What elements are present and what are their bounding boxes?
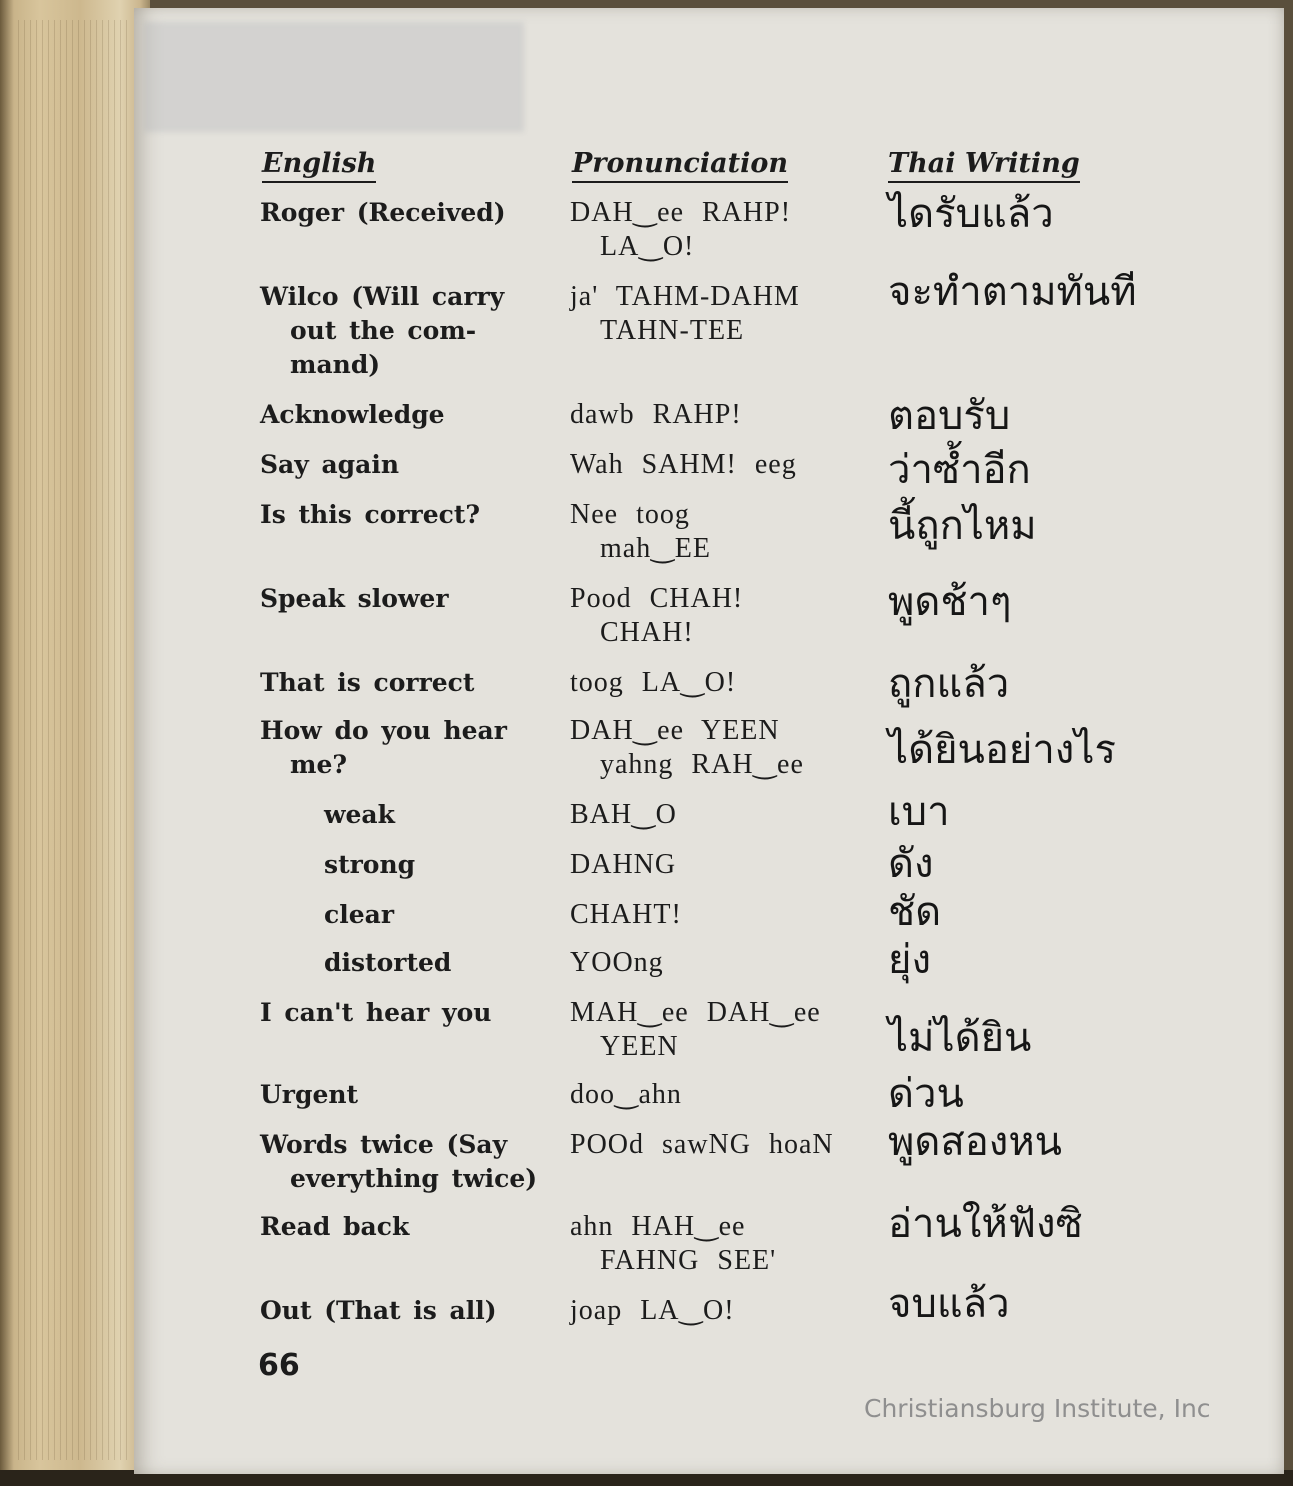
- header-pronunciation: Pronunciation: [572, 148, 788, 183]
- thai-writing: ดัง: [888, 841, 934, 887]
- thai-writing: ได้ยินอย่างไร: [888, 727, 1116, 773]
- pronunciation: DAH‿ee YEEN yahng RAH‿ee: [570, 715, 804, 780]
- thai-writing: นี้ถูกไหม: [888, 503, 1037, 549]
- watermark: Christiansburg Institute, Inc: [864, 1394, 1211, 1423]
- pronunciation: Pood CHAH! CHAH!: [570, 583, 744, 648]
- thai-writing: ชัด: [888, 889, 942, 935]
- pronunciation: CHAHT!: [570, 899, 682, 930]
- english-phrase: That is correct: [260, 668, 475, 697]
- pronunciation: doo‿ahn: [570, 1079, 682, 1110]
- pronunciation: MAH‿ee DAH‿ee YEEN: [570, 997, 821, 1062]
- pronunciation: toog LA‿O!: [570, 667, 737, 698]
- pronunciation: ahn HAH‿ee FAHNG SEE': [570, 1211, 777, 1276]
- thai-writing: ว่าซ้ำอีก: [888, 447, 1031, 493]
- english-phrase: Is this correct?: [260, 500, 481, 529]
- book-page: [134, 8, 1284, 1474]
- header-english: English: [262, 148, 376, 183]
- english-phrase: Wilco (Will carry out the com-mand): [260, 282, 505, 379]
- pronunciation: joap LA‿O!: [570, 1295, 735, 1326]
- english-phrase: distorted: [324, 948, 452, 977]
- pronunciation: POOd sawNG hoaN: [570, 1129, 834, 1160]
- english-phrase: Roger (Received): [260, 198, 506, 227]
- pronunciation: Wah SAHM! eeg: [570, 449, 797, 480]
- english-phrase: Urgent: [260, 1080, 359, 1109]
- pronunciation: DAHNG: [570, 849, 677, 880]
- english-phrase: Out (That is all): [260, 1296, 497, 1325]
- thai-writing: ไม่ได้ยิน: [888, 1015, 1032, 1061]
- english-phrase: How do you hear me?: [260, 716, 507, 779]
- english-phrase: Read back: [260, 1212, 410, 1241]
- thai-writing: จะทำตามทันที: [888, 269, 1137, 315]
- pronunciation: BAH‿O: [570, 799, 677, 830]
- english-phrase: I can't hear you: [260, 998, 492, 1027]
- english-phrase: Words twice (Say everything twice): [260, 1130, 538, 1193]
- pronunciation: dawb RAHP!: [570, 399, 742, 430]
- english-phrase: Acknowledge: [260, 400, 445, 429]
- page-edge-lines: [18, 20, 128, 1460]
- thai-writing: ตอบรับ: [888, 393, 1011, 439]
- thai-writing: ด่วน: [888, 1071, 964, 1117]
- english-phrase: clear: [324, 900, 394, 929]
- thai-writing: พูดช้าๆ: [888, 579, 1012, 625]
- book-page-edges: [0, 0, 150, 1486]
- pronunciation: YOOng: [570, 947, 664, 978]
- thai-writing: อ่านให้ฟังซิ: [888, 1201, 1083, 1247]
- thai-writing: ไดรับแล้ว: [888, 191, 1054, 237]
- thai-writing: พูดสองหน: [888, 1119, 1063, 1165]
- header-thai-writing: Thai Writing: [888, 148, 1080, 183]
- pronunciation: ja' TAHM-DAHM TAHN-TEE: [570, 281, 800, 346]
- pronunciation: Nee toog mah‿EE: [570, 499, 711, 564]
- thai-writing: ยุ่ง: [888, 937, 931, 983]
- bleed-through-shadow: [144, 22, 524, 132]
- pronunciation: DAH‿ee RAHP! LA‿O!: [570, 197, 792, 262]
- thai-writing: จบแล้ว: [888, 1281, 1010, 1327]
- thai-writing: เบา: [888, 789, 950, 835]
- english-phrase: Say again: [260, 450, 400, 479]
- english-phrase: Speak slower: [260, 584, 449, 613]
- page-number: 66: [258, 1348, 300, 1383]
- thai-writing: ถูกแล้ว: [888, 661, 1010, 707]
- english-phrase: strong: [324, 850, 416, 879]
- english-phrase: weak: [324, 800, 395, 829]
